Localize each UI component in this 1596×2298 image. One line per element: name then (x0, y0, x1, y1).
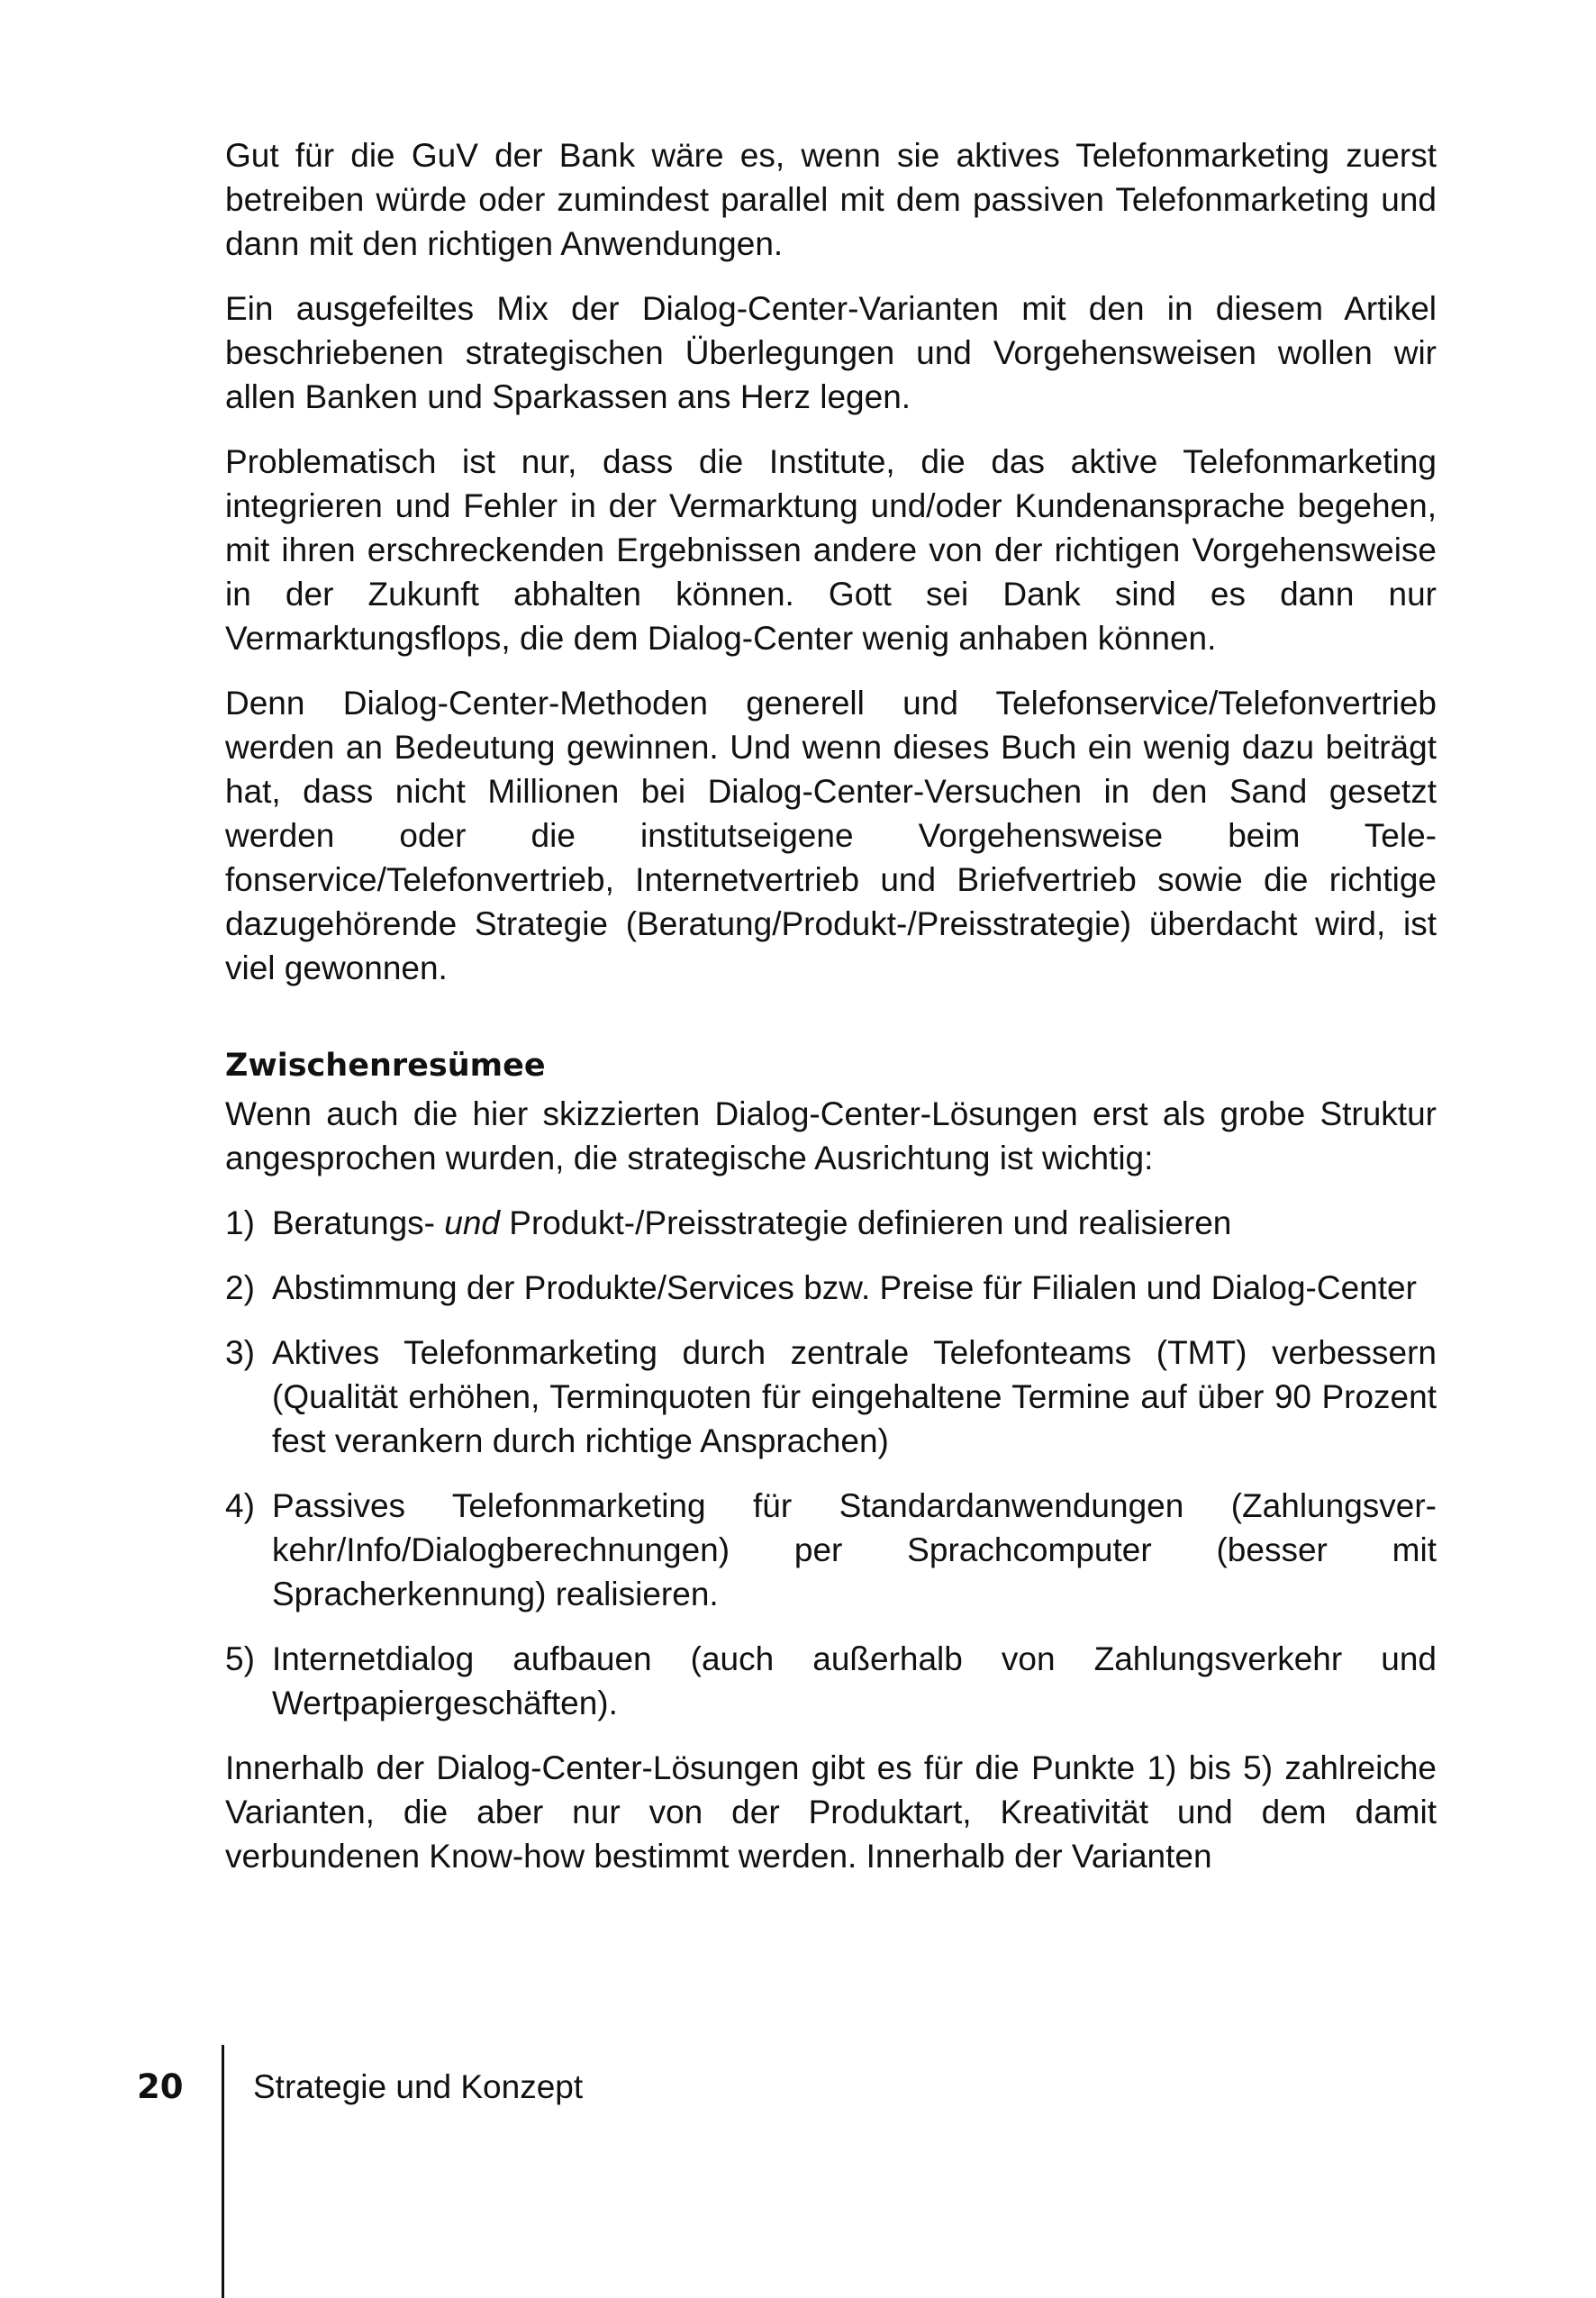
list-emphasis: und (444, 1204, 501, 1241)
section-intro: Wenn auch die hier skizzierten Dialog-Center-Lösungen erst als grobe Struktur angesprochen wurden, die strategische Ausrichtung ist wichtig: (225, 1095, 1437, 1176)
list-text: Abstimmung der Produkte/Services bzw. Preise für Filialen und Dialog-Center (272, 1269, 1417, 1306)
list-item (225, 1331, 1437, 1463)
section-heading: Zwischenresümee (225, 1048, 546, 1084)
list-item (225, 1637, 1437, 1725)
list-number: 2) (225, 1269, 255, 1306)
footer-rule (222, 2045, 224, 2298)
paragraph-mix: Ein ausgefeiltes Mix der Dialog-Center-Varianten mit den in diesem Artikel beschriebenen strategischen Überlegungen und Vorgehensweisen wollen wir allen Banken und Sparkassen ans Herz legen. (225, 290, 1437, 415)
list-item (225, 1484, 1437, 1616)
list-number: 5) (225, 1640, 255, 1677)
list-item (225, 1201, 1437, 1245)
list-text: Internetdialog aufbauen (auch außerhalb von Zahlungsverkehr und Wertpapiergeschäften). (272, 1640, 1437, 1721)
list-text-before: Beratungs- (272, 1204, 445, 1241)
running-footer-title: Strategie und Konzept (253, 2068, 584, 2105)
list-item (225, 1266, 1437, 1310)
paragraph-problematisch: Problematisch ist nur, dass die Institute, die das aktive Telefonmarketing integrieren und Fehler in der Vermarktung und/oder Kundenansprache begehen, mit ihren erschreckenden Ergebnissen andere von der richtigen Vorgehensweise in der Zukunft abhalten können. Gott sei Dank sind es dann nur Vermarktungsflops, die dem Dialog-Center wenig anhaben können. (225, 443, 1437, 657)
list-text-after: Produkt-/Preisstrategie definieren und realisieren (500, 1204, 1232, 1241)
paragraph-dialog-center-methoden: Denn Dialog-Center-Methoden generell und Telefonservice/Telefonvertrieb werden an Bedeutung gewinnen. Und wenn dieses Buch ein wenig dazu beiträgt hat, dass nicht Millionen bei Dialog-Center-Versuchen in den Sand gesetzt werden oder die institutseigene Vorgehensweise beim Telefonservice/Telefonvertrieb, Internetvertrieb und Briefvertrieb sowie die richtige dazugehörende Strategie (Beratung/Produkt-/Preisstrategie) überdacht wird, ist viel gewonnen. (225, 685, 1437, 986)
page-number: 20 (137, 2067, 184, 2106)
paragraph-guv: Gut für die GuV der Bank wäre es, wenn sie aktives Telefonmarketing zuerst betreiben würde oder zumindest parallel mit dem passiven Telefonmarketing und dann mit den richtigen Anwendungen. (225, 137, 1437, 262)
page-body (225, 133, 1437, 1899)
list-text (272, 1201, 1437, 1245)
list-text: Passives Telefonmarketing für Standardanwendungen (Zahlungsverkehr/Info/Dialogberechnungen) per Sprachcomputer (besser mit Spracherkennung) realisieren. (272, 1487, 1437, 1612)
list-text: Aktives Telefonmarketing durch zentrale Telefonteams (TMT) verbessern (Qualität erhöhen, Terminquoten für eingehaltene Termine auf über 90 Prozent fest verankern durch richtige Ansprachen) (272, 1334, 1437, 1459)
list-number: 1) (225, 1204, 255, 1241)
paragraph-closing: Innerhalb der Dialog-Center-Lösungen gibt es für die Punkte 1) bis 5) zahlreiche Varianten, die aber nur von der Produktart, Kreativität und dem damit verbundenen Know-how bestimmt werden. Innerhalb der Varianten (225, 1749, 1437, 1875)
list-number: 3) (225, 1334, 255, 1371)
strategy-list (225, 1201, 1437, 1725)
list-number: 4) (225, 1487, 255, 1524)
